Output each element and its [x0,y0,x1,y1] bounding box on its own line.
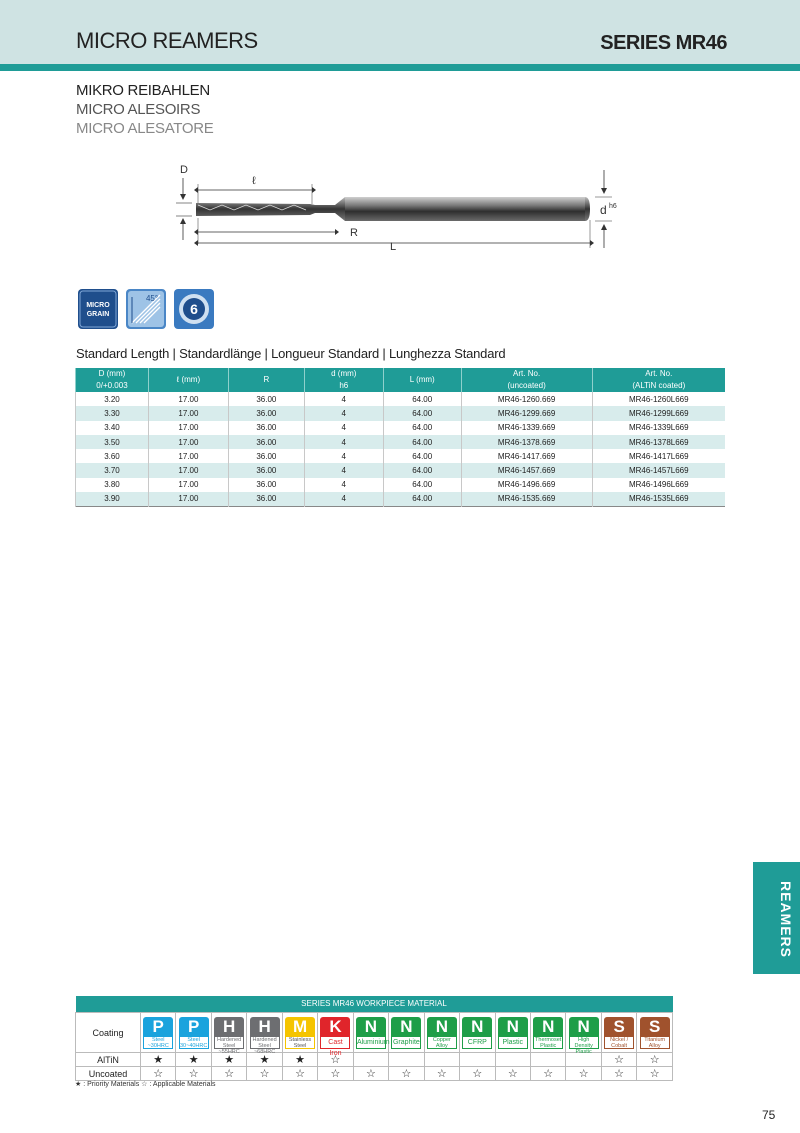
suitability-mark: ☆ [389,1067,424,1081]
col-header-R: R [228,368,304,392]
material-desc: High Density Plastic [569,1037,599,1049]
suitability-mark: ☆ [566,1067,601,1081]
page-title: MICRO REAMERS [76,28,258,53]
helix-45-icon [126,289,166,329]
reamer-drawing [170,160,630,260]
table-row: 3.80 17.00 36.00 4 64.00 MR46-1496.669 MR46-1496L669 [76,478,726,492]
material-cell [601,1013,636,1053]
suitability-mark: ☆ [247,1067,282,1081]
workpiece-title: SERIES MR46 WORKPIECE MATERIAL [76,996,673,1013]
material-desc: Titanium Alloy [640,1037,670,1049]
subtitle-fr: MICRO ALESOIRS [76,101,201,118]
material-desc: Nickel / Cobalt [604,1037,634,1049]
material-letter: N [462,1017,492,1037]
label-l: ℓ [252,175,256,187]
material-letter: H [214,1017,244,1037]
material-letter: H [250,1017,280,1037]
material-letter: N [498,1017,528,1037]
table-row: 3.20 17.00 36.00 4 64.00 MR46-1260.669 MR46-1260L669 [76,392,726,406]
material-badge [533,1017,563,1049]
label-h6: h6 [609,203,617,210]
suitability-mark: ☆ [424,1067,459,1081]
suitability-mark: ☆ [601,1067,636,1081]
material-letter: S [640,1017,670,1037]
suitability-mark [460,1053,495,1067]
col-header-D: D (mm) 0/+0.003 [76,368,149,392]
material-badge [462,1017,492,1049]
material-cell [389,1013,424,1053]
label-L: L [390,241,397,253]
materials-row [76,1013,673,1053]
uncoated-row [76,1067,673,1081]
material-cell [353,1013,388,1053]
material-badge [427,1017,457,1049]
material-desc: Graphite [391,1037,421,1049]
material-badge [143,1017,173,1049]
label-d: d [600,203,607,217]
suitability-mark: ★ [211,1053,246,1067]
altin-label: AlTiN [76,1053,141,1067]
material-desc: Stainless Steel [285,1037,315,1049]
table-row: 3.40 17.00 36.00 4 64.00 MR46-1339.669 MR46-1339L669 [76,421,726,435]
material-cell [141,1013,176,1053]
micro-grain-icon [78,289,118,329]
material-cell [211,1013,246,1053]
material-badge [250,1016,280,1055]
altin-row [76,1053,673,1067]
material-letter: N [356,1017,386,1037]
col-header-l: ℓ (mm) [148,368,228,392]
page-number: 75 [762,1108,776,1122]
material-cell [247,1013,282,1053]
material-letter: K [320,1017,350,1037]
material-cell [424,1013,459,1053]
material-desc: Hardened Steel ~68HRC [250,1037,280,1049]
suitability-mark: ★ [247,1053,282,1067]
material-letter: N [569,1017,599,1037]
suitability-mark: ☆ [211,1067,246,1081]
coating-label: Coating [76,1013,141,1053]
col-header-art-coated: Art. No. (ALTiN coated) [592,368,725,392]
material-desc: Steel ~30HRC [143,1037,173,1049]
suitability-mark: ☆ [637,1067,673,1081]
material-desc: Steel 30~40HRC [179,1036,208,1049]
material-badge [391,1017,421,1049]
material-desc: Plastic [498,1037,528,1049]
material-cell [637,1013,673,1053]
workpiece-table [75,996,673,1081]
side-tab-label: REAMERS [778,881,794,959]
material-desc: Cast Iron [320,1037,350,1049]
material-desc: Hardened Steel ~55HRC [214,1037,244,1049]
suitability-mark: ☆ [176,1067,211,1081]
material-badge [285,1017,315,1049]
suitability-mark: ☆ [318,1067,353,1081]
material-badge [640,1017,670,1049]
table-row: 3.30 17.00 36.00 4 64.00 MR46-1299.669 MR46-1299L669 [76,406,726,420]
section-title: Standard Length | Standardlänge | Longueur Standard | Lunghezza Standard [76,346,506,361]
material-badge [356,1016,390,1049]
suitability-mark [530,1053,565,1067]
suitability-mark: ★ [141,1053,176,1067]
material-cell [566,1013,601,1053]
suitability-mark [495,1053,530,1067]
material-cell [282,1013,317,1053]
material-letter: N [427,1017,457,1037]
material-cell [530,1013,565,1053]
table-row: 3.90 17.00 36.00 4 64.00 MR46-1535.669 MR46-1535L669 [76,492,726,506]
svg-text:GRAIN: GRAIN [86,311,110,318]
suitability-mark: ☆ [353,1067,388,1081]
material-letter: S [604,1017,634,1037]
feature-icons [78,289,214,329]
label-D: D [180,164,188,176]
table-row: 3.70 17.00 36.00 4 64.00 MR46-1457.669 MR46-1457L669 [76,463,726,477]
suitability-mark [389,1053,424,1067]
col-header-d: d (mm) h6 [304,368,383,392]
svg-text:6: 6 [190,301,198,317]
material-desc: CFRP [462,1037,492,1049]
subtitle-it: MICRO ALESATORE [76,120,214,137]
header-bar [0,64,800,71]
label-R: R [350,227,358,239]
suitability-mark: ☆ [318,1053,353,1067]
flutes-6-icon [174,289,214,329]
uncoated-label: Uncoated [76,1067,141,1081]
material-cell [495,1013,530,1053]
table-row: 3.50 17.00 36.00 4 64.00 MR46-1378.669 MR46-1378L669 [76,435,726,449]
suitability-mark: ☆ [141,1067,176,1081]
material-letter: P [179,1017,209,1037]
material-cell [176,1013,211,1053]
suitability-mark: ☆ [637,1053,673,1067]
material-letter: P [143,1017,173,1037]
table-row: 3.60 17.00 36.00 4 64.00 MR46-1417.669 MR46-1417L669 [76,449,726,463]
suitability-mark: ☆ [460,1067,495,1081]
col-header-art-uncoated: Art. No. (uncoated) [461,368,592,392]
suitability-mark [353,1053,388,1067]
suitability-mark: ☆ [601,1053,636,1067]
material-badge [214,1016,244,1055]
spec-table-header [76,368,726,392]
svg-text:45°: 45° [145,294,159,303]
material-badge [569,1016,599,1055]
suitability-mark: ★ [176,1053,211,1067]
material-letter: M [285,1017,315,1037]
svg-text:MICRO: MICRO [86,302,110,309]
material-desc: Copper Alloy [427,1037,457,1049]
col-header-L: L (mm) [383,368,461,392]
spec-table [75,368,725,507]
material-desc: Thermoset Plastic [535,1036,562,1049]
suitability-mark: ☆ [530,1067,565,1081]
material-cell [318,1013,353,1057]
material-cell [460,1013,495,1053]
material-desc: Aluminium [356,1037,386,1049]
material-badge [498,1017,528,1049]
suitability-mark: ☆ [282,1067,317,1081]
material-letter: N [391,1017,421,1037]
suitability-mark: ☆ [495,1067,530,1081]
subtitle-de: MIKRO REIBAHLEN [76,82,210,99]
material-badge [179,1017,209,1049]
series-title: SERIES MR46 [600,32,727,54]
suitability-mark [566,1053,601,1067]
material-badge [604,1017,634,1049]
suitability-mark [424,1053,459,1067]
material-badge [320,1016,350,1057]
legend: ★ : Priority Materials ☆ : Applicable Materials [75,1081,216,1088]
suitability-mark: ★ [282,1053,317,1067]
material-letter: N [533,1017,563,1037]
